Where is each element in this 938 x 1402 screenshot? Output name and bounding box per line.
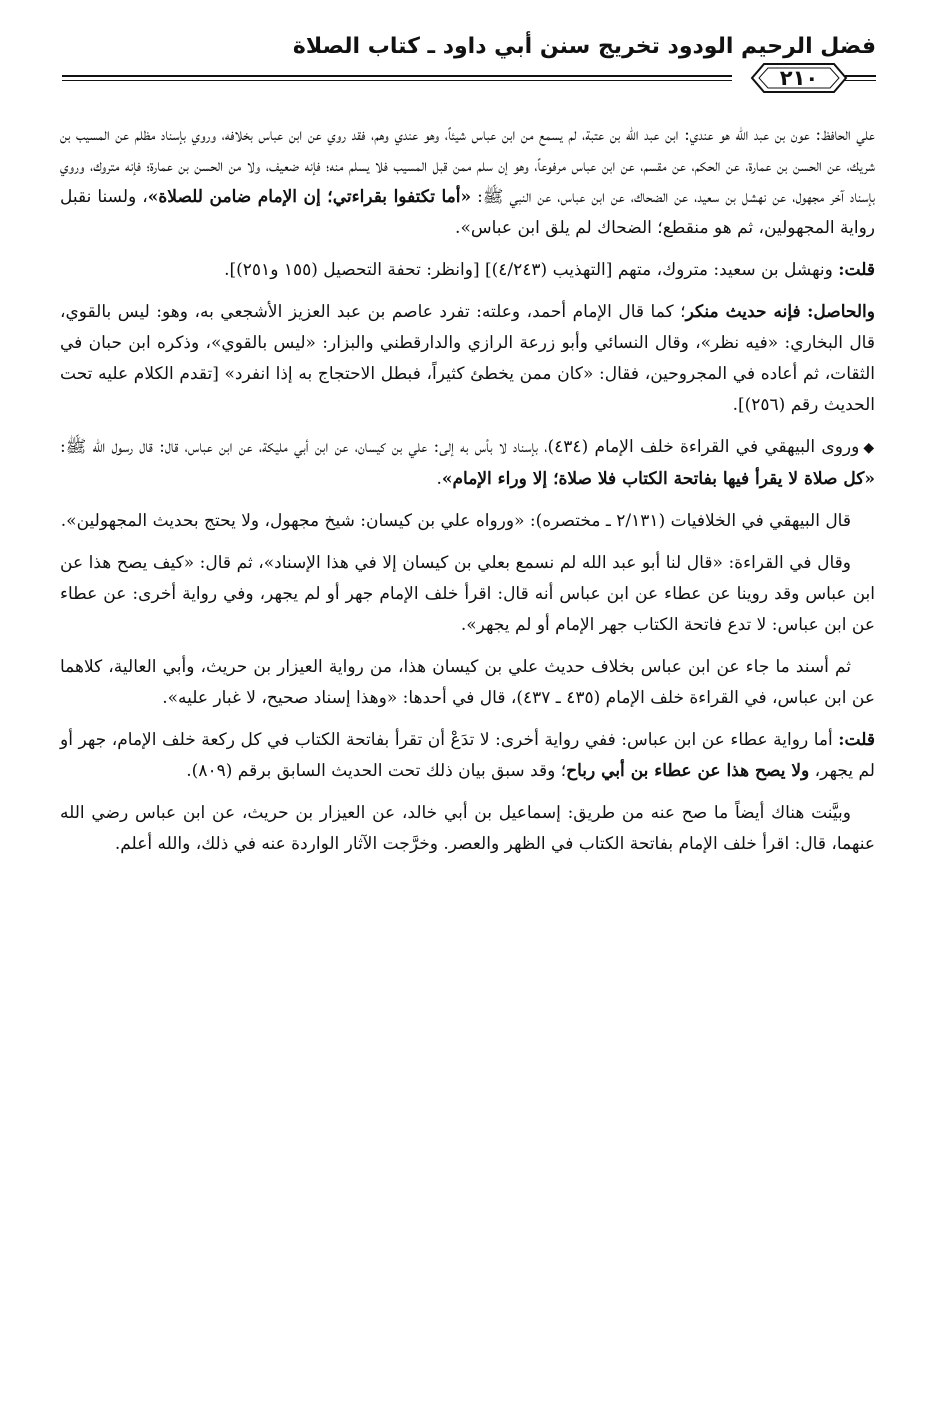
paragraph (60, 798, 875, 860)
text-run: أما رواية عطاء عن ابن عباس: ففي رواية أخرى: لا تدَعْ أن تقرأ بفاتحة الكتاب في كل ركعة خلف الإمام، جهر أو لم يجهر، (60, 730, 875, 781)
running-title: فضل الرحيم الودود تخريج سنن أبي داود ـ كتاب الصلاة (292, 34, 876, 59)
text-run: وقال في القراءة: «قال لنا أبو عبد الله لم نسمع بعلي بن كيسان إلا في هذا الإسناد»، ثم قال: «كيف يصح هذا عن ابن عباس وقد روينا عن عطاء عن ابن عباس أنه قال: اقرأ خلف الإمام جهر أو لم يجهر، وفي رواية أخرى: عن عطاء عن ابن عباس: لا تدع فاتحة الكتاب جهر الإمام أو لم يجهر». (60, 553, 875, 635)
bullet-marker-icon: ◆ (863, 440, 875, 456)
paragraph (60, 432, 875, 495)
paragraph (60, 297, 875, 421)
text-run: وبيَّنت هناك أيضاً ما صح عنه من طريق: إسماعيل بن أبي خالد، عن العيزار بن حريث، عن ابن عباس رضي الله عنهما، قال: اقرأ خلف الإمام بفاتحة الكتاب في الظهر والعصر. وخرَّجت الآثار الواردة عنه في ذلك، والله أعلم. (60, 803, 875, 854)
bold-text: والحاصل: (807, 302, 875, 322)
text-run: وروى البيهقي في القراءة خلف الإمام (٤٣٤)، بإسناد لا بأس به إلى: علي بن كيسان، عن ابن أبي مليكة، عن ابن عباس، قال: قال رسول الله ﷺ: (60, 437, 860, 457)
text-run: ونهشل بن سعيد: متروك، متهم [التهذيب (٤/٢٤٣)] [وانظر: تحفة التحصيل (١٥٥ و٢٥١)]. (224, 260, 839, 280)
page-header (62, 30, 876, 110)
bold-text: «أما تكتفوا بقراءتي؛ إن الإمام ضامن للصلاة» (147, 187, 472, 207)
bold-text: ولا يصح هذا عن عطاء بن أبي رباح (566, 761, 810, 781)
paragraph (60, 506, 875, 537)
bold-text: «كل صلاة لا يقرأ فيها بفاتحة الكتاب فلا صلاة؛ إلا وراء الإمام» (441, 469, 875, 489)
text-run: علي الحافظ: عون بن عبد الله هو عندي: ابن عبد الله بن عتبة، لم يسمع من ابن عباس شيئاً، وهو عندي وهم، فقد روي عن ابن عباس بخلافه، وروي بإسناد مظلم عن المسيب بن شريك، عن الحسن بن عمارة، عن الحكم، عن مقسم، عن ابن عباس مرفوعاً، وهو إن سلم ممن قبل المسيب فلا يسلم منه؛ فإنه ضعيف، ولا من الحسن بن عمارة؛ فإنه متروك، وروي بإسناد آخر مجهول، عن نهشل بن سعيد، عن الضحاك، عن ابن عباس، عن النبي ﷺ: (60, 125, 876, 207)
main-text (60, 120, 875, 871)
bold-text: قلت: (838, 260, 875, 280)
paragraph (60, 652, 875, 714)
page-number-badge (750, 60, 848, 96)
bold-text: قلت: (838, 730, 875, 750)
text-run: ثم أسند ما جاء عن ابن عباس بخلاف حديث علي بن كيسان هذا، من رواية العيزار بن حريث، وأبي العالية، كلاهما عن ابن عباس، في القراءة خلف الإمام (٤٣٥ ـ ٤٣٧)، قال في أحدها: «وهذا إسناد صحيح، لا غبار عليه». (60, 657, 875, 708)
header-rule (62, 80, 732, 81)
page-number: ٢١٠ (779, 66, 819, 90)
text-run: . (436, 469, 442, 489)
paragraph (60, 120, 875, 244)
text-run: قال البيهقي في الخلافيات (٢/١٣١ ـ مختصره): «ورواه علي بن كيسان: شيخ مجهول، ولا يحتج بحديث المجهولين». (60, 511, 851, 531)
header-rule (62, 75, 732, 77)
bold-text: فإنه حديث منكر (685, 302, 801, 322)
paragraph (60, 725, 875, 787)
paragraph (60, 548, 875, 641)
text-run: ؛ وقد سبق بيان ذلك تحت الحديث السابق برقم (٨٠٩). (186, 761, 567, 781)
text-run: ؛ كما قال الإمام أحمد، وعلته: تفرد عاصم بن عبد العزيز الأشجعي به، وهو: ليس بالقوي، قال البخاري: «فيه نظر»، وقال النسائي وأبو زرعة الرازي والدارقطني والبزار: «ليس بالقوي»، وذكره ابن حبان في الثقات، ثم أعاده في المجروحين، فقال: «كان ممن يخطئ كثيراً، فبطل الاحتجاج به إذا انفرد» [تقدم الكلام عليه تحت الحديث رقم (٢٥٦)]. (60, 302, 875, 415)
paragraph (60, 255, 875, 286)
text-run: ، ولسنا نقبل رواية المجهولين، ثم هو منقطع؛ الضحاك لم يلق ابن عباس». (60, 187, 875, 238)
